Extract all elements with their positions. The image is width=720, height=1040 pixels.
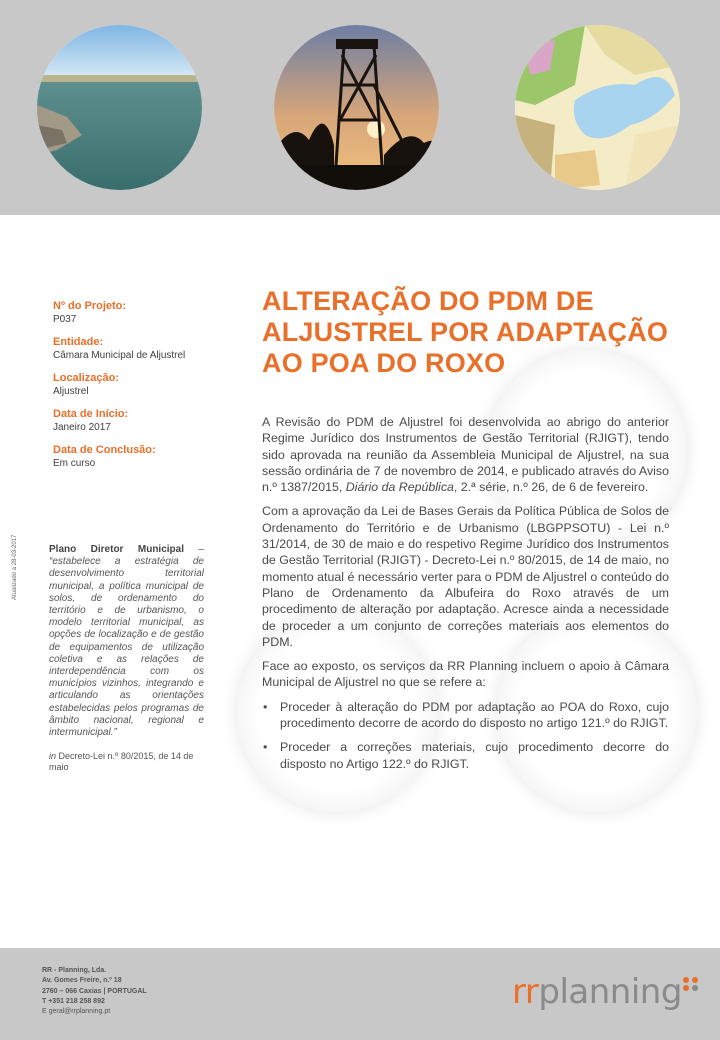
- page-title: ALTERAÇÃO DO PDM DE ALJUSTREL POR ADAPTAÇÃO AO POA DO ROXO: [262, 286, 669, 378]
- phone: T +351 218 258 892: [42, 997, 105, 1005]
- logo-text: [512, 972, 682, 1012]
- email: E geral@rrplanning.pt: [42, 1008, 111, 1016]
- quote-source: [49, 751, 204, 773]
- start-date-value: Janeiro 2017: [53, 422, 111, 433]
- location-label: Localização:: [53, 372, 120, 384]
- quote-source-in: in: [49, 751, 57, 762]
- list-item: • Proceder à alteração do PDM por adaptação ao POA do Roxo, cujo procedimento decorre de acordo do disposto no artigo 121.º do RJIGT.: [280, 699, 669, 732]
- updated-date: Atualizado a 28-03-2017: [12, 534, 18, 600]
- address-line-2: 2760 – 066 Caxias | PORTUGAL: [42, 987, 147, 995]
- quote-dash: –: [184, 544, 204, 555]
- logo-text-rr: rr: [512, 972, 539, 1012]
- entity-label: Entidade:: [53, 336, 104, 348]
- project-info: [53, 300, 213, 469]
- services-list: [262, 699, 669, 772]
- paragraph-1: [262, 414, 669, 495]
- company-name: RR - Planning, Lda.: [42, 967, 107, 974]
- logo-dots-icon: [682, 976, 702, 998]
- location-value: Aljustrel: [53, 386, 89, 397]
- paragraph-1-text-a: A Revisão do PDM de Aljustrel foi desenvolvida ao abrigo do anterior Regime Jurídico dos Instrumentos de Gestão Territorial (RJIGT), tendo sido aprovada na reunião da Assembleia Municipal de Aljustrel, na sua sessão ordinária de 7 de novembro de 2014, e publicado através do Aviso n.º 1387/2015,: [262, 415, 669, 495]
- map-photo: [515, 25, 680, 190]
- paragraph-2: Com a aprovação da Lei de Bases Gerais da Política Pública de Solos de Ordenamento do Território e de Urbanismo (LBGPPSOTU) - Lei n.º 31/2014, de 30 de maio e do respetivo Regime Jurídico dos Instrumentos de Gestão Territorial (RJIGT) - Decreto-Lei n.º 80/2015, de 14 de maio, no momento atual é necessário verter para o PDM de Aljustrel o conteúdo do Plano de Ordenamento da Albufeira do Roxo através de um procedimento de alteração por adaptação. Acresce ainda a necessidade de proceder a um conjunto de correções materiais aos elementos do PDM.: [262, 504, 669, 649]
- reservoir-photo: [37, 25, 202, 190]
- end-date-value: Em curso: [53, 458, 96, 469]
- logo-text-planning: planning: [538, 972, 682, 1012]
- paragraph-1-italic: Diário da República: [345, 480, 454, 495]
- mine-headframe-photo: [274, 25, 439, 190]
- entity-value: Câmara Municipal de Aljustrel: [53, 350, 186, 361]
- start-date-label: Data de Início:: [53, 408, 129, 420]
- rrplanning-logo: [512, 972, 702, 1024]
- end-date-label: Data de Conclusão:: [53, 444, 156, 456]
- list-item: • Proceder a correções materiais, cujo procedimento decorre do disposto no Artigo 122.º do RJIGT.: [280, 739, 669, 772]
- project-number: P037: [53, 314, 77, 325]
- footer-contact: [42, 966, 147, 1017]
- paragraph-1-text-b: , 2.ª série, n.º 26, de 6 de fevereiro.: [453, 480, 649, 495]
- body-text: [262, 414, 669, 780]
- quote-text: “estabelece a estratégia de desenvolvimento territorial municipal, a política municipal de solos, de ordenamento do território e de urbanismo, o modelo territorial municipal, as opções de localização e de gestão de equipamentos de utilização coletiva e as relações de interdependência com os municípios vizinhos, integrando e articulando as orientações estabelecidas pelos programas de âmbito nacional, regional e intermunicipal.”: [49, 556, 204, 739]
- project-number-label: Nº do Projeto:: [53, 300, 127, 312]
- quote-title: Plano Diretor Municipal: [49, 544, 184, 555]
- pdm-definition-quote: [49, 544, 204, 773]
- address-line-1: Av. Gomes Freire, n.º 18: [42, 977, 122, 985]
- quote-source-text: Decreto-Lei n.º 80/2015, de 14 de maio: [49, 751, 194, 773]
- paragraph-3: Face ao exposto, os serviços da RR Planning incluem o apoio à Câmara Municipal de Aljustrel no que se refere a:: [262, 659, 669, 690]
